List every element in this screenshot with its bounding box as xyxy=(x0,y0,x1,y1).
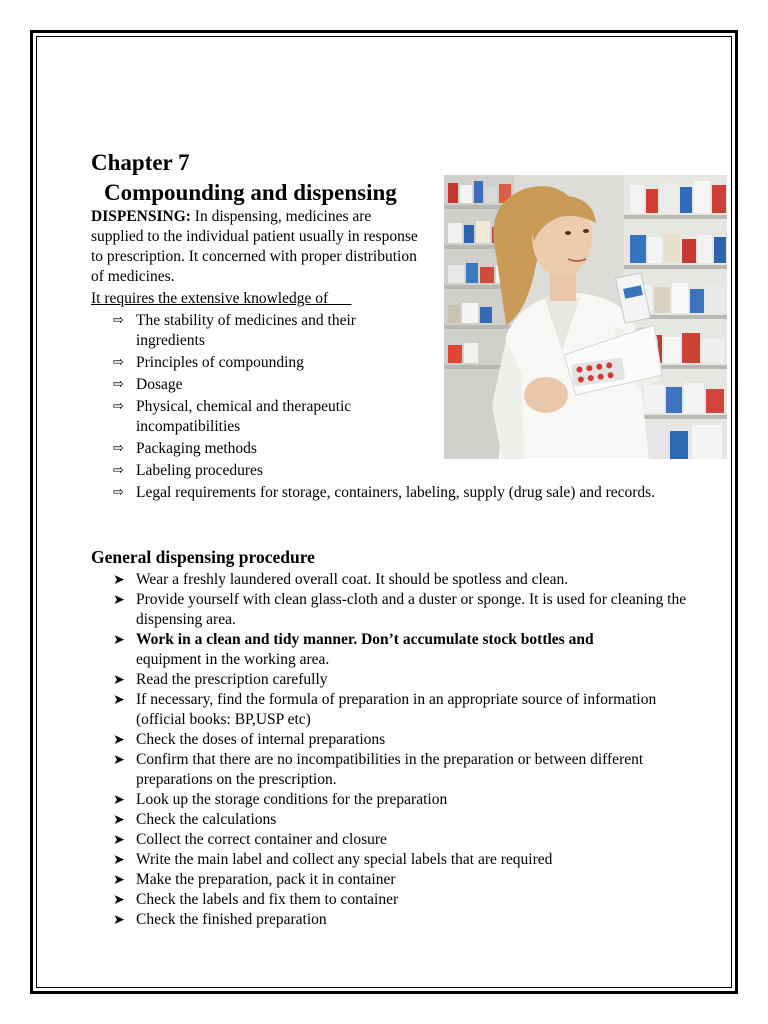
list-item xyxy=(113,630,693,670)
pharmacist-photo xyxy=(444,175,727,459)
list-item xyxy=(113,870,693,890)
list-item xyxy=(113,375,423,395)
list-item xyxy=(113,850,693,870)
list-item-text: Check the finished preparation xyxy=(136,911,327,928)
dispensing-paragraph xyxy=(91,207,421,287)
knowledge-intro xyxy=(91,289,351,309)
procedure-heading: General dispensing procedure xyxy=(91,547,315,567)
arrowhead-icon: ➤ xyxy=(113,832,125,848)
arrowhead-icon: ➤ xyxy=(113,852,125,868)
list-item xyxy=(113,910,693,930)
list-item xyxy=(113,670,693,690)
arrowhead-icon: ➤ xyxy=(113,692,125,708)
list-item xyxy=(113,439,423,459)
arrowhead-icon: ➤ xyxy=(113,572,125,588)
list-item-text: Packaging methods xyxy=(136,440,257,457)
arrowhead-icon: ➤ xyxy=(113,812,125,828)
list-item-text: If necessary, find the formula of preparation in an appropriate source of information (official books: BP,USP etc) xyxy=(136,691,657,728)
list-item xyxy=(113,483,683,503)
arrow-icon: ⇨ xyxy=(113,485,124,500)
pharmacist-illustration xyxy=(444,175,727,459)
arrow-icon: ⇨ xyxy=(113,463,124,478)
list-item-text: Make the preparation, pack it in container xyxy=(136,871,396,888)
arrowhead-icon: ➤ xyxy=(113,912,125,928)
list-item xyxy=(113,353,423,373)
list-item xyxy=(113,750,693,790)
arrowhead-icon: ➤ xyxy=(113,672,125,688)
arrow-icon: ⇨ xyxy=(113,441,124,456)
arrow-icon: ⇨ xyxy=(113,313,124,328)
list-item-text: Dosage xyxy=(136,376,183,393)
arrowhead-icon: ➤ xyxy=(113,732,125,748)
list-item-text: Legal requirements for storage, containers, labeling, supply (drug sale) and records. xyxy=(136,484,656,501)
list-item xyxy=(113,570,693,590)
list-item-text: Look up the storage conditions for the preparation xyxy=(136,791,448,808)
list-item-text: Provide yourself with clean glass-cloth and a duster or sponge. It is used for cleaning the dispensing area. xyxy=(136,591,687,628)
list-item xyxy=(113,890,693,910)
arrow-icon: ⇨ xyxy=(113,355,124,370)
dispensing-text: In dispensing, medicines are supplied to the individual patient usually in response to prescription. It concerned with proper distribution of medicines. xyxy=(91,208,418,285)
arrowhead-icon: ➤ xyxy=(113,592,125,608)
list-item xyxy=(113,311,423,351)
list-item xyxy=(113,690,693,730)
chapter-label: Chapter 7 xyxy=(91,150,190,175)
arrowhead-icon: ➤ xyxy=(113,892,125,908)
arrow-icon: ⇨ xyxy=(113,377,124,392)
list-item-text: Confirm that there are no incompatibilities in the preparation or between different preparations on the prescription. xyxy=(136,751,644,788)
knowledge-intro-text: It requires the extensive knowledge of___ xyxy=(91,290,352,307)
list-item xyxy=(113,461,423,481)
list-item xyxy=(113,830,693,850)
list-item xyxy=(113,590,693,630)
arrowhead-icon: ➤ xyxy=(113,752,125,768)
list-item-text: Work in a clean and tidy manner. Don’t accumulate stock bottles and xyxy=(136,631,594,648)
list-item-text: Wear a freshly laundered overall coat. It should be spotless and clean. xyxy=(136,571,569,588)
list-item-text: Principles of compounding xyxy=(136,354,304,371)
arrowhead-icon: ➤ xyxy=(113,792,125,808)
list-item xyxy=(113,730,693,750)
arrow-icon: ⇨ xyxy=(113,399,124,414)
arrowhead-icon: ➤ xyxy=(113,872,125,888)
procedure-list xyxy=(113,570,693,930)
list-item-text: Collect the correct container and closure xyxy=(136,831,387,848)
list-item-text: Write the main label and collect any special labels that are required xyxy=(136,851,553,868)
list-item-text: Check the calculations xyxy=(136,811,277,828)
list-item-text-continued: equipment in the working area. xyxy=(136,651,330,668)
list-item-text: The stability of medicines and their ingredients xyxy=(136,312,356,349)
list-item xyxy=(113,397,423,437)
list-item xyxy=(113,790,693,810)
list-item-text: Check the labels and fix them to container xyxy=(136,891,399,908)
dispensing-term: DISPENSING: xyxy=(91,208,191,225)
list-item xyxy=(113,810,693,830)
list-item-text: Check the doses of internal preparations xyxy=(136,731,386,748)
list-item-text: Read the prescription carefully xyxy=(136,671,328,688)
list-item-text: Physical, chemical and therapeutic incompatibilities xyxy=(136,398,352,435)
list-item-text: Labeling procedures xyxy=(136,462,263,479)
arrowhead-icon: ➤ xyxy=(113,632,125,648)
chapter-title: Compounding and dispensing xyxy=(104,180,397,205)
